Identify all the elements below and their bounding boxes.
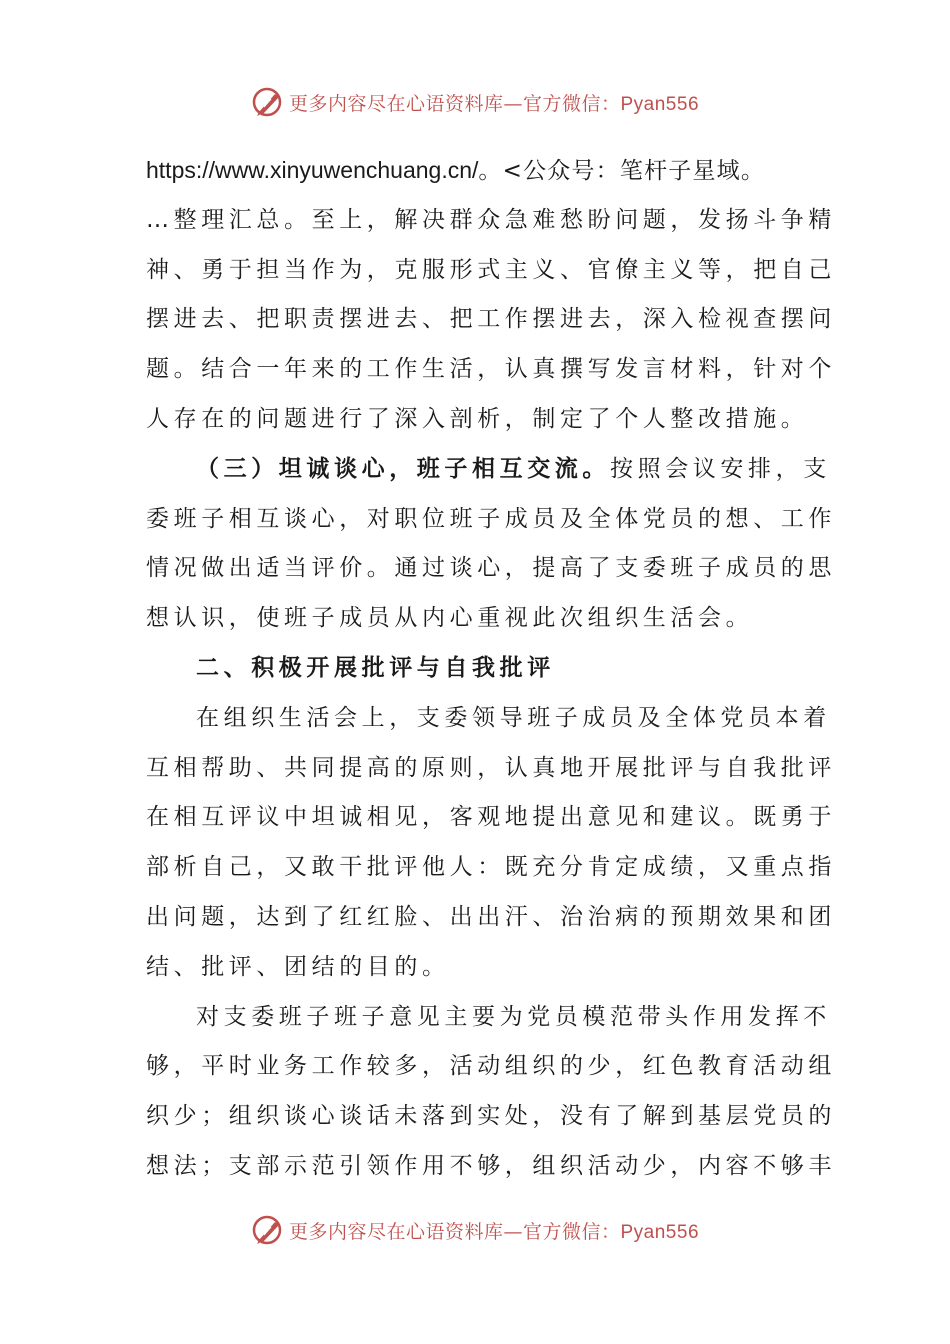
text-line: （三）坦诚谈心，班子相互交流。按照会议安排，支 xyxy=(196,455,831,482)
footer-banner xyxy=(0,1210,950,1250)
text-line: https://www.xinyuwenchuang.cn/。<公众号：笔杆子星域。 xyxy=(146,157,766,184)
text-line: 织少；组织谈心谈话未落到实处，没有了解到基层党员的 xyxy=(146,1103,836,1130)
text-line: 人存在的问题进行了深入剖析，制定了个人整改措施。 xyxy=(146,405,809,432)
text-line: 在组织生活会上，支委领导班子成员及全体党员本着 xyxy=(196,704,831,731)
text-line: 结、批评、团结的目的。 xyxy=(146,953,450,980)
text-line: 在相互评议中坦诚相见，客观地提出意见和建议。既勇于 xyxy=(146,804,836,831)
text-line: 神、勇于担当作为，克服形式主义、官僚主义等，把自己 xyxy=(146,256,836,283)
footer-banner-text: 更多内容尽在心语资料库—官方微信：Pyan556 xyxy=(288,1220,700,1243)
header-banner xyxy=(0,82,950,122)
text-line: 够，平时业务工作较多，活动组织的少，红色教育活动组 xyxy=(146,1053,836,1080)
website-link[interactable]: https://www.xinyuwenchuang.cn/ xyxy=(146,157,479,183)
text-line: 情况做出适当评价。通过谈心，提高了支委班子成员的思 xyxy=(146,555,836,582)
text-line: 想认识，使班子成员从内心重视此次组织生活会。 xyxy=(146,605,754,632)
text-line: 对支委班子班子意见主要为党员模范带头作用发挥不 xyxy=(196,1003,831,1030)
text-line: 摆进去、把职责摆进去、把工作摆进去，深入检视查摆问 xyxy=(146,306,836,333)
text-line: …整理汇总。至上，解决群众急难愁盼问题，发扬斗争精 xyxy=(146,206,836,233)
text-line: 委班子相互谈心，对职位班子成员及全体党员的想、工作 xyxy=(146,505,836,532)
text-line: 想法；支部示范引领作用不够，组织活动少，内容不够丰 xyxy=(146,1152,836,1179)
pen-logo-icon xyxy=(251,1213,285,1247)
text-line: 出问题，达到了红红脸、出出汗、治治病的预期效果和团 xyxy=(146,903,836,930)
section-heading: 二、积极开展批评与自我批评 xyxy=(196,654,555,681)
text-line: 部析自己，又敢干批评他人：既充分肯定成绩，又重点指 xyxy=(146,854,836,881)
header-banner-text: 更多内容尽在心语资料库—官方微信：Pyan556 xyxy=(288,92,700,115)
text-line: 题。结合一年来的工作生活，认真撰写发言材料，针对个 xyxy=(146,356,836,383)
subsection-heading: （三）坦诚谈心，班子相互交流。 xyxy=(196,455,610,482)
pen-logo-icon xyxy=(251,85,285,119)
text-line: 互相帮助、共同提高的原则，认真地开展批评与自我批评 xyxy=(146,754,836,781)
document-body xyxy=(146,146,836,1192)
